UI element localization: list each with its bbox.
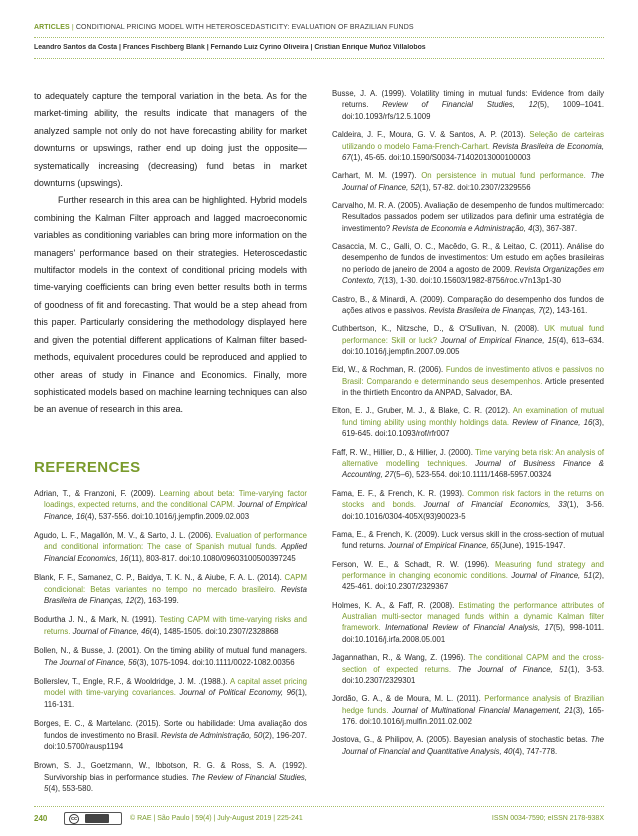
reference-text: Bollen, N., & Busse, J. (2001). On the timing ability of mutual fund managers. bbox=[34, 646, 307, 656]
reference-text: (5–6), 523-554. doi:10.1111/1468-5957.00324 bbox=[393, 470, 552, 480]
cc-icon: cc bbox=[70, 815, 78, 822]
reference-entry bbox=[34, 718, 307, 752]
body-paragraph: to adequately capture the temporal variation in the beta. As for the market-timing ability, the results indicate that managers of the analyzed sample not only do not have forecasting ability for market downturns or upswings, rather end up doing just the opposite— systematically increasing (decreasing) fund betas in market downturns (upswings). bbox=[34, 91, 307, 189]
reference-entry bbox=[34, 645, 307, 668]
reference-text: Jostova, G., & Philipov, A. (2005). Bayesian analysis of stochastic betas. bbox=[332, 735, 591, 745]
reference-source: Journal of Political Economy, 96 bbox=[179, 688, 296, 698]
reference-source: Journal of Empirical Finance, 15 bbox=[440, 335, 557, 345]
reference-source: Revista Brasileira de Finanças, 12 bbox=[44, 584, 307, 605]
reference-text: Fama, E. F., & French, K. R. (1993). bbox=[332, 488, 468, 498]
reference-entry bbox=[332, 559, 604, 593]
reference-link[interactable]: Learning about beta: Time-varying factor loadings, expected returns, and the conditional CAPM. bbox=[44, 488, 307, 510]
reference-entry bbox=[332, 364, 604, 398]
reference-text: (3), 619-645. doi:10.1093/rof/rfr007 bbox=[342, 417, 604, 439]
author-list: Leandro Santos da Costa | Frances Fischberg Blank | Fernando Luiz Cyrino Oliveira | Cristian Enrique Muñoz Villalobos bbox=[34, 44, 426, 51]
page-number: 240 bbox=[34, 814, 48, 823]
reference-text: Jagannathan, R., & Wang, Z. (1996). bbox=[332, 653, 469, 663]
reference-source: Journal of Business Finance & Accounting, 27 bbox=[342, 458, 604, 480]
attribution-icon bbox=[85, 814, 109, 823]
reference-entry bbox=[332, 652, 604, 686]
reference-entry bbox=[332, 294, 604, 317]
reference-link[interactable]: Seleção de carteiras utilizando o modelo Fama-French-Carhart. bbox=[342, 130, 604, 151]
reference-link[interactable]: On persistence in mutual fund performance. bbox=[421, 171, 586, 181]
reference-text: (2), 196-207. doi:10.5700/rausp1194 bbox=[44, 730, 307, 752]
reference-source: Journal of Finance, 46 bbox=[72, 626, 150, 636]
reference-text: (June), 1915-1947. bbox=[499, 541, 566, 551]
reference-text: (5), 998-1011. doi:10.1016/j.irfa.2008.05.001 bbox=[342, 623, 605, 644]
reference-link[interactable]: CAPM condicional: Betas variantes no tempo no mercado brasileiro. bbox=[44, 573, 307, 594]
right-column bbox=[332, 88, 604, 764]
reference-text: (1), 3-56. doi:10.1016/0304-405X(93)90023-5 bbox=[342, 500, 604, 521]
reference-link[interactable]: Estimating the performance attributes of Australian multi-sector managed funds within a dynamic Kalman filter framework. bbox=[342, 600, 604, 633]
reference-entry bbox=[332, 734, 604, 757]
reference-entry bbox=[332, 405, 604, 439]
reference-entry bbox=[332, 129, 604, 163]
reference-source: International Review of Financial Analysis, 17 bbox=[385, 623, 554, 633]
reference-text: Blank, F. F., Samanez, C. P., Baidya, T. K. N., & Aiube, F. A. L. (2014). bbox=[34, 573, 285, 583]
reference-text: Jordão, G. A., & de Moura, M. L. (2011). bbox=[332, 694, 485, 704]
reference-text: Castro, B., & Minardi, A. (2009). Comparação do desempenho dos fundos de ações ativos e passivos. bbox=[332, 294, 604, 315]
reference-source: The Journal of Finance, 56 bbox=[44, 657, 137, 667]
header-separator: | bbox=[71, 24, 74, 31]
reference-text: (1), 45-65. doi:10.1590/S0034-71402013000100003 bbox=[350, 152, 531, 162]
reference-entry bbox=[34, 676, 307, 710]
reference-text: (1), 57-82. doi:10.2307/2329556 bbox=[419, 182, 531, 192]
reference-link[interactable]: The conditional CAPM and the cross-section of expected returns. bbox=[342, 653, 604, 674]
reference-text: Caldeira, J. F., Moura, G. V. & Santos, A. P. (2013). bbox=[332, 130, 530, 140]
reference-text: Borges, E. C., & Martelanc. (2015). Sorte ou habilidade: Uma avaliação dos fundos de investimento no Brasil. bbox=[34, 719, 307, 740]
reference-source: Journal of Multinational Financial Management, 21 bbox=[392, 705, 574, 715]
reference-entry bbox=[332, 447, 604, 481]
reference-entry bbox=[34, 488, 307, 522]
reference-text: (4), 1485-1505. doi:10.2307/2328868 bbox=[149, 626, 279, 636]
reference-source: Revista de Economia e Administração, 4 bbox=[392, 223, 533, 233]
reference-link[interactable]: A capital asset pricing model with time-varying covariances. bbox=[44, 677, 307, 698]
reference-text: Holmes, K. A., & Faff, R. (2008). bbox=[332, 600, 459, 610]
reference-text: Carvalho, M. R. A. (2005). Avaliação de desempenho de fundos multimercado: Resultados passados podem ser utilizados para definir uma estratégia de investimento? bbox=[332, 200, 604, 233]
body-paragraph: Further research in this area can be highlighted. Hybrid models combining the Kalman Filter approach and lagged macroeconomic variables as conditioning variables can bring more information on the managers' performance based on their strategies. Heteroscedastic multifactor models in the context of conditional pricing models with time-varying coefficients can bring even better results both in terms of goodness of fit and forecasting. That would be a step ahead from this paper. Particularly considering the methodology displayed here and given the potential different applications of Kalman filter based-methods, equivalent procedures could be reproduced and applied to other areas of study in Finance and Economics. Finally, more sophisticated models based on machine learning techniques can also be an avenue of research in this area. bbox=[34, 195, 307, 415]
reference-source: Review of Finance, 16 bbox=[512, 417, 593, 427]
reference-text: Bodurtha J. N., & Mark, N. (1991). bbox=[34, 615, 160, 625]
reference-text: Agudo, L. F., Magallón, M. V., & Sarto, J. L. (2006). bbox=[34, 530, 216, 540]
reference-text: (1), 116-131. bbox=[44, 688, 307, 709]
reference-text: (13), 1-30. doi:10.15603/1982-8756/roc.v7n13p1-30 bbox=[381, 276, 561, 286]
reference-link[interactable]: Performance analysis of Brazilian hedge funds. bbox=[342, 694, 604, 715]
reference-text: Article presented in the thirtieth Encontro da ANPAD, Salvador, BA. bbox=[342, 376, 604, 398]
reference-text: Carhart, M. M. (1997). bbox=[332, 171, 422, 181]
header-divider bbox=[34, 37, 604, 38]
reference-link[interactable]: An examination of mutual fund timing ability using monthly holdings data. bbox=[342, 406, 604, 427]
reference-text: Adrian, T., & Franzoni, F. (2009). bbox=[34, 488, 160, 498]
journal-info: © RAE | São Paulo | 59(4) | July-August 2019 | 225-241 bbox=[130, 815, 303, 822]
reference-list-left bbox=[34, 488, 307, 795]
reference-link[interactable]: UK mutual fund performance: Skill or luck? bbox=[342, 324, 604, 345]
reference-text: Casaccia, M. C., Galli, O. C., Macêdo, G. R., & Leitao, C. (2011). Análise do desempenho de fundos de investimentos: Um estudo em ações brasileiras no período de janeiro de 2004 a agosto de 2009. bbox=[332, 242, 604, 274]
reference-text: Busse, J. A. (1999). Volatility timing in mutual funds: Evidence from daily returns. bbox=[332, 89, 604, 110]
reference-entry bbox=[332, 88, 604, 122]
reference-source: The Journal of Finance, 51 bbox=[457, 664, 568, 674]
reference-entry bbox=[332, 170, 604, 193]
reference-source: Revista de Administração, 50 bbox=[161, 730, 263, 740]
reference-text: (2), 425-461. doi:10.2307/2329367 bbox=[342, 570, 605, 592]
reference-text: (3), 165-176. doi:10.1016/j.mulfin.2011.02.002 bbox=[342, 705, 605, 727]
issn: ISSN 0034-7590; eISSN 2178-938X bbox=[491, 815, 604, 822]
reference-entry bbox=[332, 600, 604, 646]
reference-entry bbox=[34, 530, 307, 564]
reference-text: (4), 613–634. doi:10.1016/j.jempfin.2007.09.005 bbox=[342, 335, 604, 357]
reference-link[interactable]: Time varying beta risk: An analysis of alternative modelling techniques. bbox=[342, 447, 604, 468]
reference-list-right bbox=[332, 88, 604, 757]
reference-source: Applied Financial Economics, 16 bbox=[44, 542, 308, 563]
reference-source: The Journal of Finance, 52 bbox=[342, 171, 605, 192]
reference-text: (4), 553-580. bbox=[48, 784, 93, 794]
reference-text: Cuthbertson, K., Nitzsche, D., & O'Sullivan, N. (2008). bbox=[332, 324, 545, 334]
reference-source: Journal of Empirical Finance, 16 bbox=[44, 500, 307, 521]
reference-entry bbox=[332, 488, 604, 522]
reference-source: Revista Brasileira de Economia, 67 bbox=[342, 141, 604, 162]
creative-commons-badge[interactable] bbox=[64, 812, 122, 825]
reference-entry bbox=[332, 693, 604, 727]
reference-text: (5), 1009–1041. doi:10.1093/rfs/12.5.1009 bbox=[342, 100, 605, 121]
reference-text bbox=[416, 500, 424, 509]
reference-text: (2), 163-199. bbox=[134, 595, 179, 605]
references-heading: REFERENCES bbox=[34, 458, 141, 476]
reference-link[interactable]: Fundos de investimento ativos e passivos no Brasil: Comparando e determinando seus desempenhos. bbox=[342, 365, 604, 386]
left-column bbox=[34, 88, 307, 803]
running-header bbox=[34, 24, 604, 31]
reference-text: Fama, E., & French, K. (2009). Luck versus skill in the cross-section of mutual fund returns. bbox=[332, 529, 604, 551]
reference-entry bbox=[332, 200, 604, 234]
reference-entry bbox=[332, 323, 604, 357]
reference-text bbox=[451, 665, 458, 674]
reference-source: The Review of Financial Studies, 5 bbox=[44, 772, 307, 794]
reference-source: Revista Brasileira de Finanças, 7 bbox=[428, 305, 543, 315]
reference-text: (3), 367-387. bbox=[532, 223, 578, 233]
reference-text: Faff, R. W., Hillier, D., & Hillier, J. (2000). bbox=[332, 447, 476, 457]
reference-entry bbox=[332, 241, 604, 287]
page-footer bbox=[34, 812, 604, 826]
reference-source: Journal of Finance, 51 bbox=[511, 570, 593, 580]
reference-entry bbox=[34, 572, 307, 606]
reference-source: Journal of Financial Economics, 33 bbox=[423, 500, 567, 510]
reference-text: Brown, S. J., Goetzmann, W., Ibbotson, R. G. & Ross, S. A. (1992). Survivorship bias in performance studies. bbox=[34, 761, 307, 782]
reference-text: Ferson, W. E., & Schadt, R. W. (1996). bbox=[332, 559, 495, 569]
reference-entry bbox=[34, 614, 307, 637]
reference-source: Review of Financial Studies, 12 bbox=[382, 100, 538, 110]
reference-text: Bollerslev, T., Engle, R.F., & Wooldridge, J. M. .(1988.). bbox=[34, 677, 230, 686]
reference-source: Journal of Empirical Finance, 65 bbox=[387, 541, 500, 551]
header-divider-bottom bbox=[34, 58, 604, 59]
reference-text: (11), 803-817. doi:10.1080/09603100500397245 bbox=[128, 553, 296, 563]
reference-link[interactable]: Evaluation of performance and conditional information: The case of Spanish mutual funds. bbox=[44, 530, 307, 552]
reference-source: The Journal of Financial and Quantitative Analysis, 40 bbox=[342, 735, 604, 756]
reference-link[interactable]: Testing CAPM with time-varying risks and returns. bbox=[44, 615, 308, 636]
reference-link[interactable]: Measuring fund strategy and performance in changing economic conditions. bbox=[342, 559, 604, 580]
reference-text: (2), 143-161. bbox=[542, 305, 588, 315]
reference-text: (4), 747-778. bbox=[512, 746, 558, 756]
footer-divider bbox=[34, 806, 604, 807]
article-title: CONDITIONAL PRICING MODEL WITH HETEROSCEDASTICITY: EVALUATION OF BRAZILIAN FUNDS bbox=[75, 24, 414, 31]
reference-text: (4), 537-556. doi:10.1016/j.jempfin.2009.02.003 bbox=[84, 511, 250, 521]
section-label: ARTICLES bbox=[34, 24, 70, 31]
reference-text: Elton, E. J., Gruber, M. J., & Blake, C. R. (2012). bbox=[332, 406, 513, 416]
reference-text: (3), 1075-1094. doi:10.1111/0022-1082.00356 bbox=[136, 657, 295, 667]
reference-entry bbox=[332, 529, 604, 552]
reference-text: (1), 3-53. doi:10.2307/2329301 bbox=[342, 664, 604, 685]
reference-source: Revista Organizações em Contexto, 7 bbox=[342, 264, 604, 286]
reference-link[interactable]: Common risk factors in the returns on stocks and bonds. bbox=[342, 488, 605, 510]
reference-text: Eid, W., & Rochman, R. (2006). bbox=[332, 365, 446, 375]
reference-entry bbox=[34, 760, 307, 794]
